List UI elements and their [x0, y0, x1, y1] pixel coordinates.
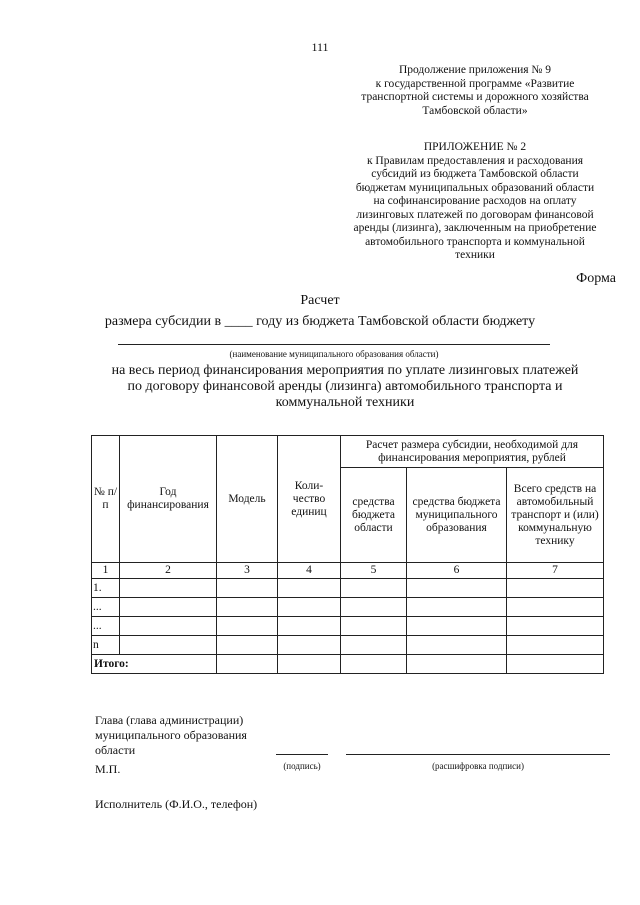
continuation-block [330, 64, 620, 118]
column-number: 3 [217, 563, 278, 579]
appendix-title: ПРИЛОЖЕНИЕ № 2 [423, 141, 527, 153]
table-cell [278, 598, 341, 617]
signatory-line: Глава (глава администрации) [95, 713, 244, 727]
signatory-block [95, 713, 247, 758]
header-year: Год финансирования [120, 436, 217, 563]
table-cell [407, 655, 507, 674]
total-label: Итого: [92, 655, 217, 674]
table-cell [217, 579, 278, 598]
subsidy-table [91, 435, 604, 674]
row-label: ... [92, 617, 120, 636]
purpose-line: по договору финансовой аренды (лизинга) автомобильного транспорта и [127, 379, 563, 394]
table-cell [341, 579, 407, 598]
table-cell [407, 636, 507, 655]
table-row [92, 636, 604, 655]
table-cell [217, 655, 278, 674]
table-cell [507, 617, 604, 636]
row-label: ... [92, 598, 120, 617]
appendix-line: на софинансирование расходов на оплату [373, 195, 577, 207]
table-cell [341, 598, 407, 617]
table-cell [278, 579, 341, 598]
purpose-line: на весь период финансирования мероприятия по уплате лизинговых платежей [111, 363, 579, 378]
executor-label: Исполнитель (Ф.И.О., телефон) [95, 797, 258, 811]
continuation-line: Тамбовской области» [422, 104, 528, 117]
continuation-line: Продолжение приложения № 9 [398, 64, 552, 76]
purpose-line: коммунальной техники [275, 395, 415, 410]
row-label: 1. [92, 579, 120, 598]
appendix-line: бюджетам муниципальных образований области [355, 181, 595, 194]
page-number: 111 [311, 40, 329, 54]
signatory-line: области [95, 743, 136, 757]
form-label: Форма [576, 271, 616, 286]
column-number-row [92, 563, 604, 579]
municipality-field-line [118, 344, 550, 345]
header-regional-budget: средства бюджета области [341, 468, 407, 563]
header-group: Расчет размера субсидии, необходимой для финансирования мероприятия, рублей [341, 436, 604, 468]
table-row [92, 598, 604, 617]
appendix-line: аренды (лизинга), заключенным на приобретение [353, 222, 597, 234]
table-cell [341, 617, 407, 636]
signature-line [276, 754, 328, 755]
header-model: Модель [217, 436, 278, 563]
table-cell [120, 636, 217, 655]
column-number: 7 [507, 563, 604, 579]
municipality-caption: (наименование муниципального образования области) [229, 349, 439, 359]
table-cell [507, 655, 604, 674]
table-cell [341, 655, 407, 674]
document-subtitle: размера субсидии в ____ году из бюджета Тамбовской области бюджету [104, 314, 536, 329]
document-title: Расчет [300, 293, 340, 308]
table-cell [278, 617, 341, 636]
column-number: 2 [120, 563, 217, 579]
seal-label: М.П. [95, 762, 121, 776]
decoding-caption: (расшифровка подписи) [432, 761, 524, 771]
column-number: 1 [92, 563, 120, 579]
table-cell [278, 636, 341, 655]
table-cell [407, 598, 507, 617]
table-cell [507, 636, 604, 655]
column-number: 4 [278, 563, 341, 579]
signature-caption: (подпись) [283, 761, 321, 771]
header-municipal-budget: средства бюджета муниципального образования [407, 468, 507, 563]
decoding-line [346, 754, 610, 755]
table-cell [507, 579, 604, 598]
table-row [92, 617, 604, 636]
table-cell [341, 636, 407, 655]
appendix-line: техники [455, 249, 495, 261]
appendix-line: автомобильного транспорта и коммунальной [365, 235, 585, 248]
table-cell [278, 655, 341, 674]
signatory-line: муниципального образования [95, 728, 247, 742]
table-cell [120, 598, 217, 617]
header-total-funds: Всего средств на автомобильный транспорт и (или) коммунальную технику [507, 468, 604, 563]
table-cell [120, 579, 217, 598]
table-cell [407, 579, 507, 598]
total-row [92, 655, 604, 674]
continuation-line: к государственной программе «Развитие [375, 77, 575, 90]
table-row [92, 579, 604, 598]
column-number: 5 [341, 563, 407, 579]
table-cell [120, 617, 217, 636]
purpose-text [80, 363, 610, 411]
continuation-line: транспортной системы и дорожного хозяйства [361, 91, 589, 103]
table-cell [217, 598, 278, 617]
table-cell [507, 598, 604, 617]
appendix-line: лизинговых платежей по договорам финансовой [356, 208, 594, 221]
table-cell [217, 636, 278, 655]
appendix-line: к Правилам предоставления и расходования [366, 154, 584, 167]
appendix-line: субсидий из бюджета Тамбовской области [371, 168, 579, 180]
appendix-block [330, 141, 620, 263]
row-label: n [92, 636, 120, 655]
table-cell [407, 617, 507, 636]
column-number: 6 [407, 563, 507, 579]
header-qty: Коли-чество единиц [278, 436, 341, 563]
table-cell [217, 617, 278, 636]
header-num: № п/п [92, 436, 120, 563]
